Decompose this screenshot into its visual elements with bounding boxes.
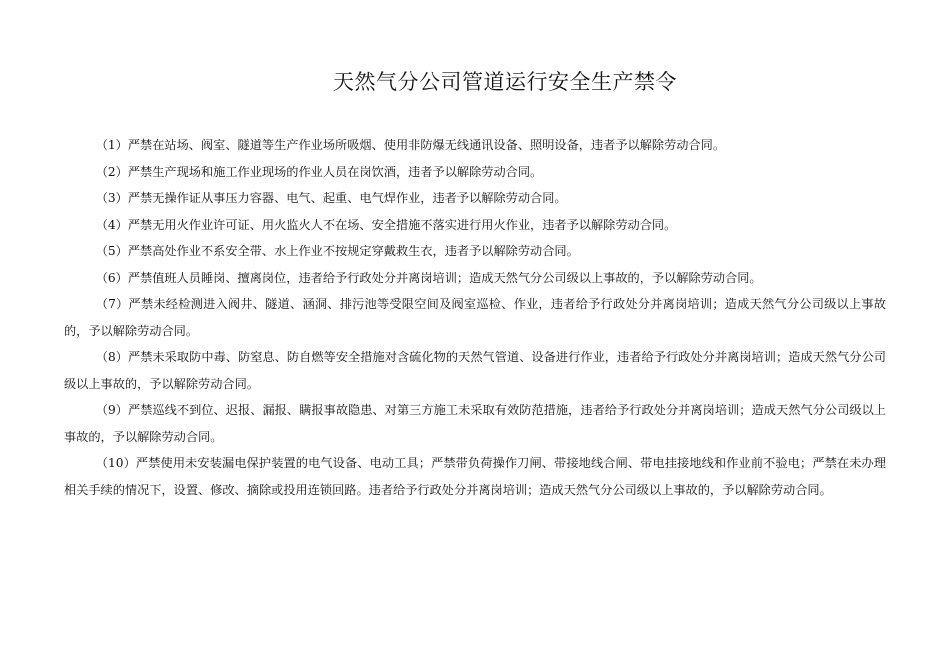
- prohibition-item-2: （2）严禁生产现场和施工作业现场的作业人员在岗饮酒，违者予以解除劳动合同。: [95, 164, 543, 179]
- prohibition-item-1: （1）严禁在站场、阀室、隧道等生产作业场所吸烟、使用非防爆无线通讯设备、照明设备，违者予以解除劳动合同。: [95, 138, 726, 152]
- prohibition-item-3: （3）严禁无操作证从事压力容器、电气、起重、电气焊作业，违者予以解除劳动合同。: [95, 191, 567, 205]
- prohibition-item-4: （4）严禁无用火作业许可证、用火监火人不在场、安全措施不落实进行用火作业，违者予以解除劳动合同。: [95, 217, 677, 232]
- prohibition-item-8: （8）严禁未采取防中毒、防窒息、防自燃等安全措施对含硫化物的天然气管道、设备进行作业，违者给予行政处分并离岗培训；造成天然气分公司级以上事故的，予以解除劳动合同。: [64, 350, 886, 391]
- prohibition-item-10: （10）严禁使用未安装漏电保护装置的电气设备、电动工具；严禁带负荷操作刀闸、带接地线合闸、带电挂接地线和作业前不验电；严禁在未办理相关手续的情况下，设置、修改、摘除或投用连锁回路。违者给予行政处分并离岗培训；造成天然气分公司级以上事故的，予以解除劳动合同。: [64, 456, 886, 497]
- prohibition-item-5: （5）严禁高处作业不系安全带、水上作业不按规定穿戴救生衣，违者予以解除劳动合同。: [95, 244, 579, 258]
- prohibition-item-6: （6）严禁值班人员睡岗、擅离岗位，违者给予行政处分并离岗培训；造成天然气分公司级以上事故的，予以解除劳动合同。: [95, 270, 762, 285]
- prohibition-item-7: （7）严禁未经检测进入阀井、隧道、涵洞、排污池等受限空间及阀室巡检、作业，违者给予行政处分并离岗培训；造成天然气分公司级以上事故的，予以解除劳动合同。: [64, 297, 886, 338]
- prohibitions-list: [64, 132, 886, 503]
- prohibition-item-9: （9）严禁巡线不到位、迟报、漏报、瞒报事故隐患、对第三方施工未采取有效防范措施，违者给予行政处分并离岗培训；造成天然气分公司级以上事故的，予以解除劳动合同。: [64, 403, 886, 444]
- page-title: 天然气分公司管道运行安全生产禁令: [333, 70, 677, 94]
